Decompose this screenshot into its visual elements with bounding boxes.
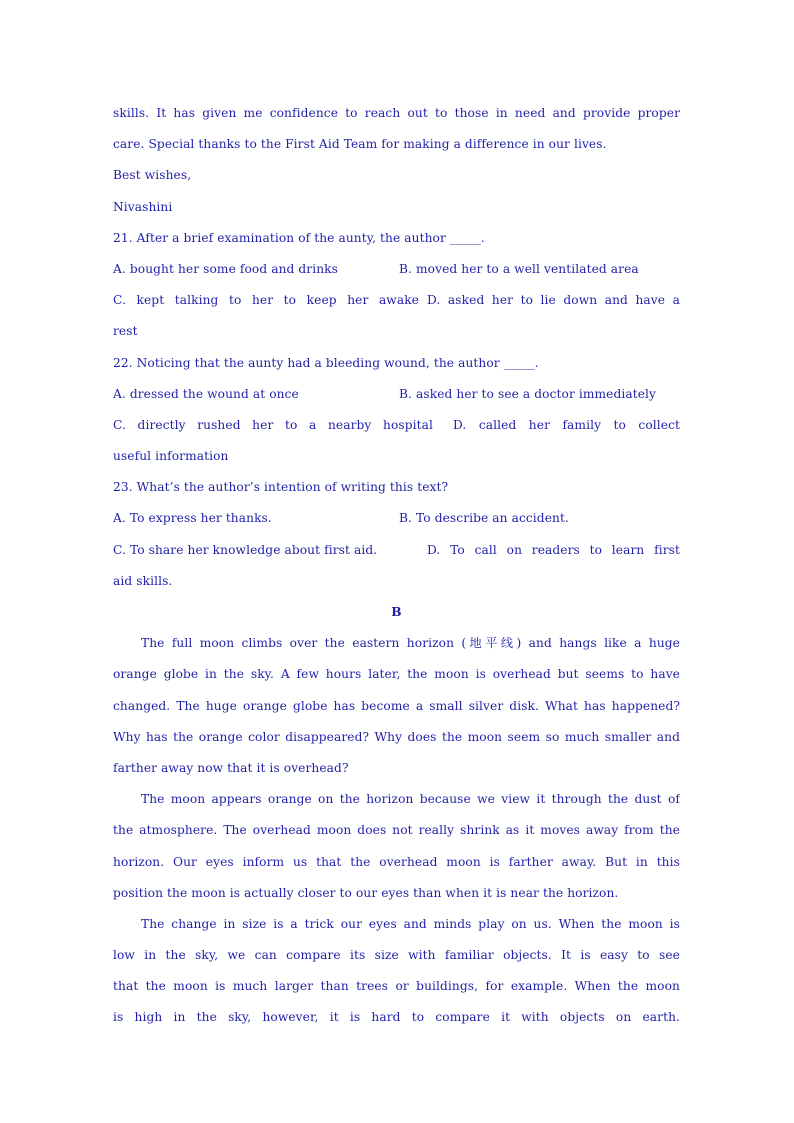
question-stem: 23. What’s the author’s intention of writing this text? xyxy=(113,480,449,495)
passage-line: the atmosphere. The overhead moon does not really shrink as it moves away from the xyxy=(113,823,680,838)
section-heading: B xyxy=(391,605,402,619)
question-stem: 22. Noticing that the aunty had a bleeding wound, the author _____. xyxy=(113,355,539,370)
letter-line: skills. It has given me confidence to reach out to those in need and provide proper xyxy=(113,106,680,120)
option-c: C. directly rushed her to a nearby hospital xyxy=(113,417,433,432)
option-d: D. To call on readers to learn first xyxy=(427,542,680,557)
passage-line: farther away now that it is overhead? xyxy=(113,760,349,775)
passage-line: The moon appears orange on the horizon because we view it through the dust of xyxy=(141,792,680,807)
document-content xyxy=(113,98,680,1034)
option-b: B. asked her to see a doctor immediately xyxy=(399,386,657,401)
question-options-row xyxy=(113,254,680,285)
letter-closing: Best wishes, xyxy=(113,168,192,183)
passage-line: horizon. Our eyes inform us that the overhead moon is farther away. But in this xyxy=(113,854,680,869)
passage-line: that the moon is much larger than trees or buildings, for example. When the moon xyxy=(113,979,680,994)
passage-line: orange globe in the sky. A few hours later, the moon is overhead but seems to have xyxy=(113,667,680,682)
letter-signature: Nivashini xyxy=(113,199,173,214)
passage-line: low in the sky, we can compare its size with familiar objects. It is easy to see xyxy=(113,948,680,963)
option-a: A. bought her some food and drinks xyxy=(113,261,339,276)
option-a: A. To express her thanks. xyxy=(113,511,272,526)
option-d-continued: useful information xyxy=(113,449,229,464)
option-d-continued: aid skills. xyxy=(113,573,173,588)
option-d: D. asked her to lie down and have a xyxy=(427,293,680,308)
passage-line: The change in size is a trick our eyes and minds play on us. When the moon is xyxy=(141,916,680,931)
passage-line: Why has the orange color disappeared? Why does the moon seem so much smaller and xyxy=(113,729,680,744)
question-options-row xyxy=(113,535,680,566)
passage-line: position the moon is actually closer to our eyes than when it is near the horizon. xyxy=(113,885,619,900)
option-a: A. dressed the wound at once xyxy=(113,386,299,401)
letter-line: care. Special thanks to the First Aid Team for making a difference in our lives. xyxy=(113,137,607,152)
passage-line: is high in the sky, however, it is hard to compare it with objects on earth. xyxy=(113,1010,680,1025)
option-c: C. kept talking to her to keep her awake xyxy=(113,293,419,308)
question-options-row xyxy=(113,379,680,410)
question-options-row xyxy=(113,410,680,441)
passage-line: The full moon climbs over the eastern horizon (地平线) and hangs like a huge xyxy=(141,636,680,651)
option-d: D. called her family to collect xyxy=(453,417,680,432)
option-b: B. To describe an accident. xyxy=(399,511,569,526)
option-b: B. moved her to a well ventilated area xyxy=(399,261,639,276)
question-options-row xyxy=(113,285,680,316)
option-c: C. To share her knowledge about first aid. xyxy=(113,542,378,557)
option-d-continued: rest xyxy=(113,324,138,339)
question-stem: 21. After a brief examination of the aunty, the author _____. xyxy=(113,230,485,245)
passage-line: changed. The huge orange globe has become a small silver disk. What has happened? xyxy=(113,698,680,713)
question-options-row xyxy=(113,503,680,534)
